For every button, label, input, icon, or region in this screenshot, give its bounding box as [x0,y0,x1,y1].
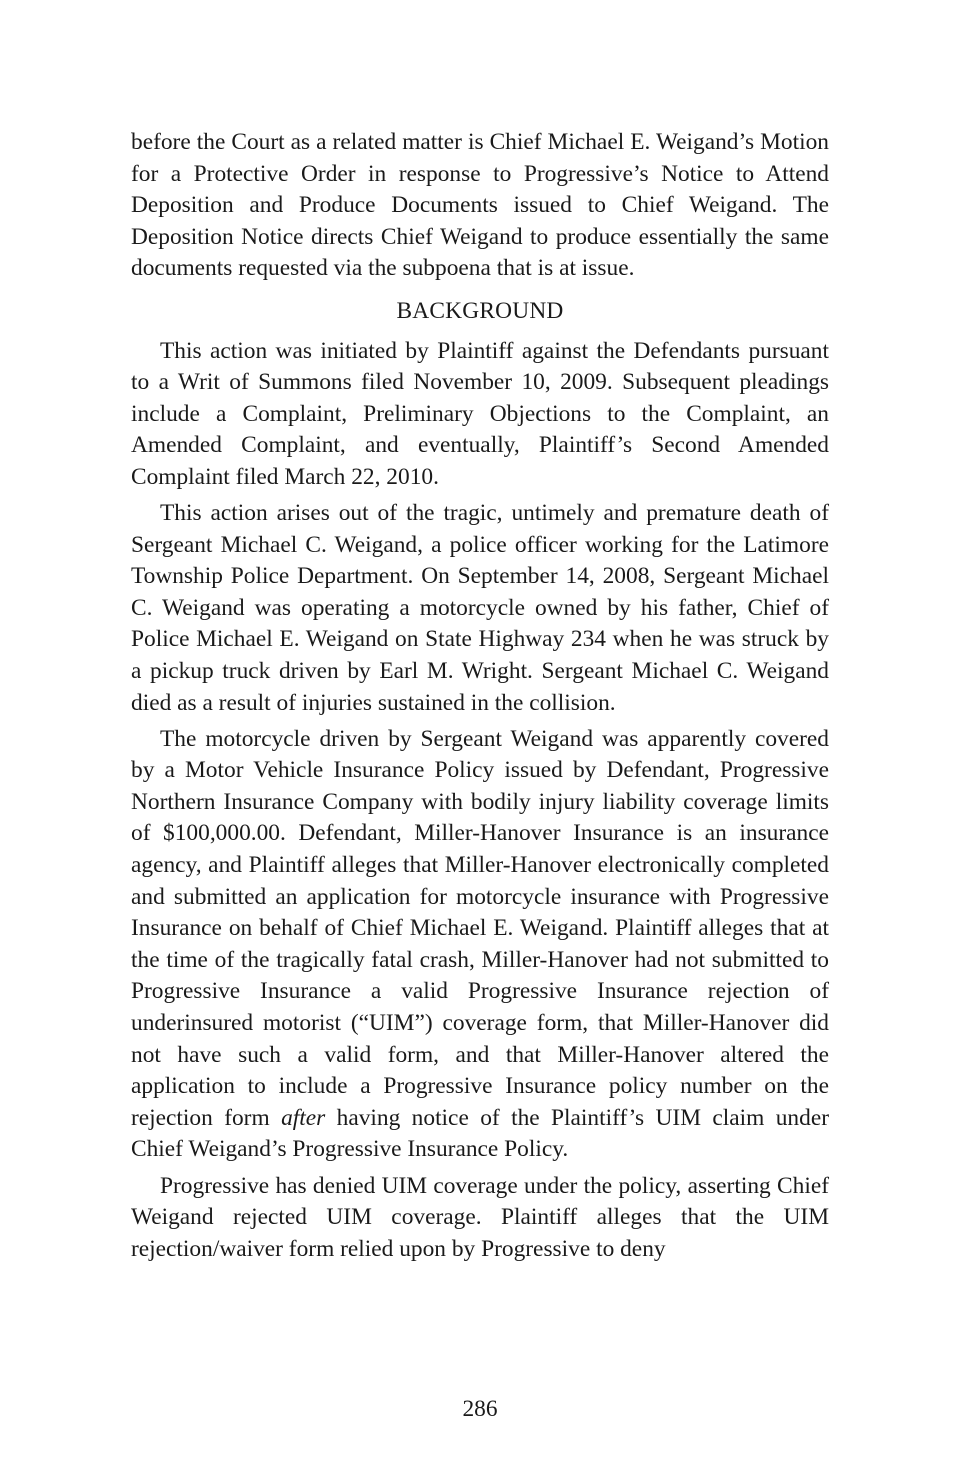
page-number: 286 [462,1396,498,1422]
intro-paragraph: before the Court as a related matter is Chief Michael E. Weigand’s Motion for a Protective Order in response to Progressive’s Notice to Attend Deposition and Produce Documents issued to Chief Weigand. The Deposition Notice directs Chief Weigand to produce essentially the same documents requested via the subpoena that is at issue. [131,129,829,282]
body-paragraph-3 [131,724,829,1166]
body-paragraph-1: This action was initiated by Plaintiff against the Defendants pursuant to a Writ of Summons filed November 10, 2009. Subsequent pleadings include a Complaint, Preliminary Objections to the Complaint, an Amended Complaint, and eventually, Plaintiff’s Second Amended Complaint filed March 22, 2010. [131,337,829,490]
body-paragraph-3-text-a: The motorcycle driven by Sergeant Weigand was apparently covered by a Motor Vehicle Insurance Policy issued by Defendant, Progressive Northern Insurance Company with bodily injury liability coverage limits of $100,000.00. Defendant, Miller-Hanover Insurance is an insurance agency, and Plaintiff alleges that Miller-Hanover electronically completed and submitted an application for motorcycle insurance with Progressive Insurance on behalf of Chief Michael E. Weigand. Plaintiff alleges that at the time of the tragically fatal crash, Miller-Hanover had not submitted to Progressive Insurance a valid Progressive Insurance rejection of underinsured motorist (“UIM”) coverage form, that Miller-Hanover did not have such a valid form, and that Miller-Hanover altered the application to include a Progressive Insurance policy number on the rejection form [131,725,829,1131]
body-paragraph-3-text-b: having notice of the Plaintiff’s UIM claim under Chief Weigand’s Progressive Insurance Policy. [131,1104,829,1163]
body-paragraph-2: This action arises out of the tragic, untimely and premature death of Sergeant Michael C. Weigand, a police officer working for the Latimore Township Police Department. On September 14, 2008, Sergeant Michael C. Weigand was operating a motorcycle owned by his father, Chief of Police Michael E. Weigand on State Highway 234 when he was struck by a pickup truck driven by Earl M. Wright. Sergeant Michael C. Weigand died as a result of injuries sustained in the collision. [131,500,829,716]
emphasis-after: after [281,1104,326,1131]
page-body [131,127,829,1270]
body-paragraph-4: Progressive has denied UIM coverage under the policy, asserting Chief Weigand rejected UIM coverage. Plaintiff alleges that the UIM rejection/waiver form relied upon by Progressive to deny [131,1172,829,1262]
section-heading: BACKGROUND [396,297,564,324]
